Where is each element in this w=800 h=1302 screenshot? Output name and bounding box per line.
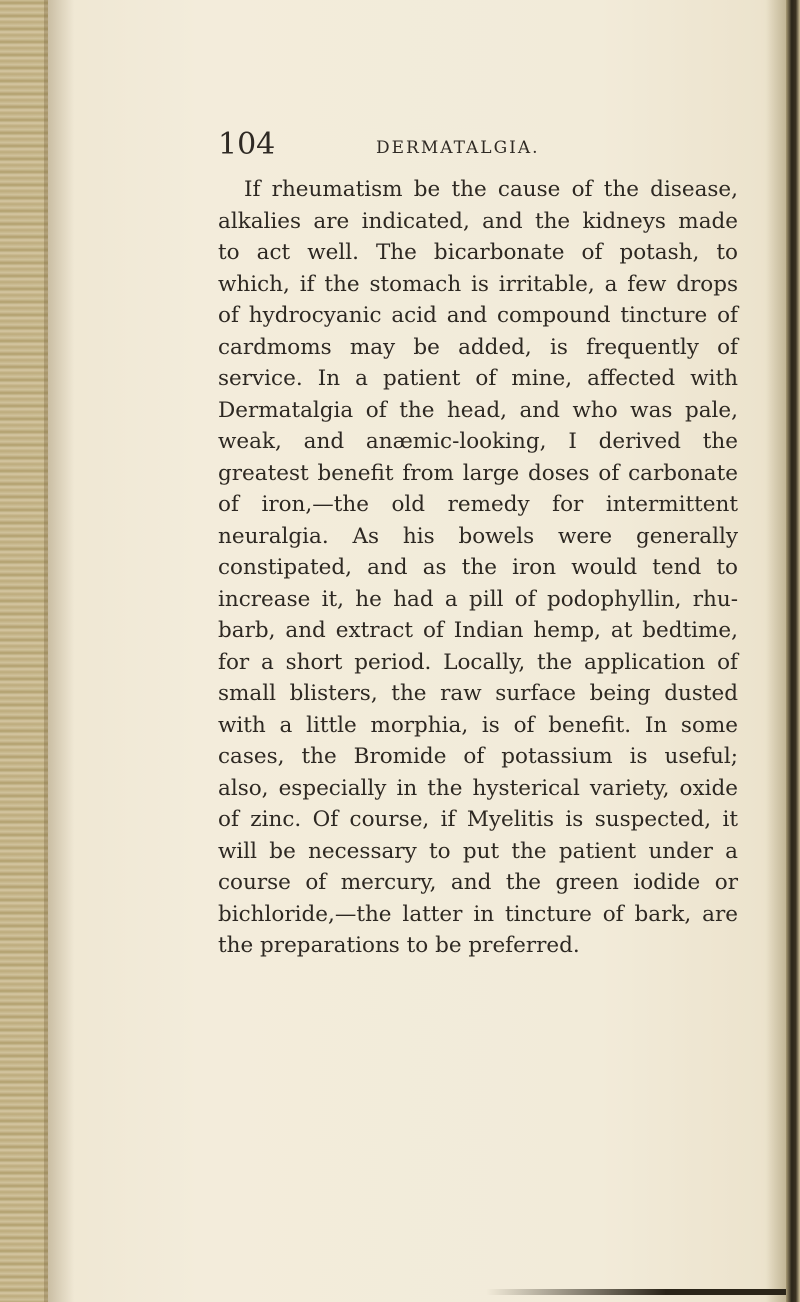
text-line: also, especially in the hysterical variety, oxide (218, 775, 738, 801)
text-line: constipated, and as the iron would tend to (218, 555, 738, 580)
text-line: of zinc. Of course, if Myelitis is suspected, it (218, 807, 738, 832)
gutter-shadow (44, 0, 74, 1302)
text-line: If rheumatism be the cause of the disease, (244, 177, 738, 202)
text-line: cases, the Bromide of potassium is useful; (218, 744, 738, 769)
page-binding-edge (0, 0, 48, 1302)
text-line: Dermatalgia of the head, and who was pale, (218, 397, 738, 423)
text-line: course of mercury, and the green iodide or (218, 870, 738, 895)
page-number: 104 (218, 127, 276, 162)
text-line: with a little morphia, is of benefit. In some (218, 712, 738, 738)
text-line: barb, and extract of Indian hemp, at bedtime, (218, 618, 738, 643)
text-line: will be necessary to put the patient under a (218, 838, 738, 864)
text-line: weak, and anæmic-looking, I derived the (218, 429, 738, 454)
text-line: cardmoms may be added, is frequently of (218, 334, 738, 360)
text-line: increase it, he had a pill of podophyllin, rhu- (218, 586, 738, 612)
text-line: for a short period. Locally, the application of (218, 649, 738, 675)
text-line: service. In a patient of mine, affected with (218, 366, 738, 391)
text-line: to act well. The bicarbonate of potash, to (218, 240, 738, 265)
text-line: the preparations to be preferred. (218, 933, 580, 958)
body-paragraph (218, 174, 738, 962)
bottom-edge-mark (486, 1289, 786, 1295)
text-line: bichloride,—the latter in tincture of bark, are (218, 901, 738, 927)
text-line: neuralgia. As his bowels were generally (218, 523, 738, 549)
text-line: alkalies are indicated, and the kidneys made (218, 208, 738, 234)
text-line: small blisters, the raw surface being dusted (218, 681, 738, 706)
right-page-edge (786, 0, 800, 1302)
text-line: greatest benefit from large doses of carbonate (218, 460, 738, 486)
page-edge-shadow (766, 0, 786, 1302)
text-line: of hydrocyanic acid and compound tincture of (218, 303, 738, 328)
page-header (218, 128, 738, 168)
text-line: which, if the stomach is irritable, a few drops (218, 271, 738, 297)
running-head: DERMATALGIA. (376, 138, 540, 158)
text-line: of iron,—the old remedy for intermittent (218, 492, 738, 517)
